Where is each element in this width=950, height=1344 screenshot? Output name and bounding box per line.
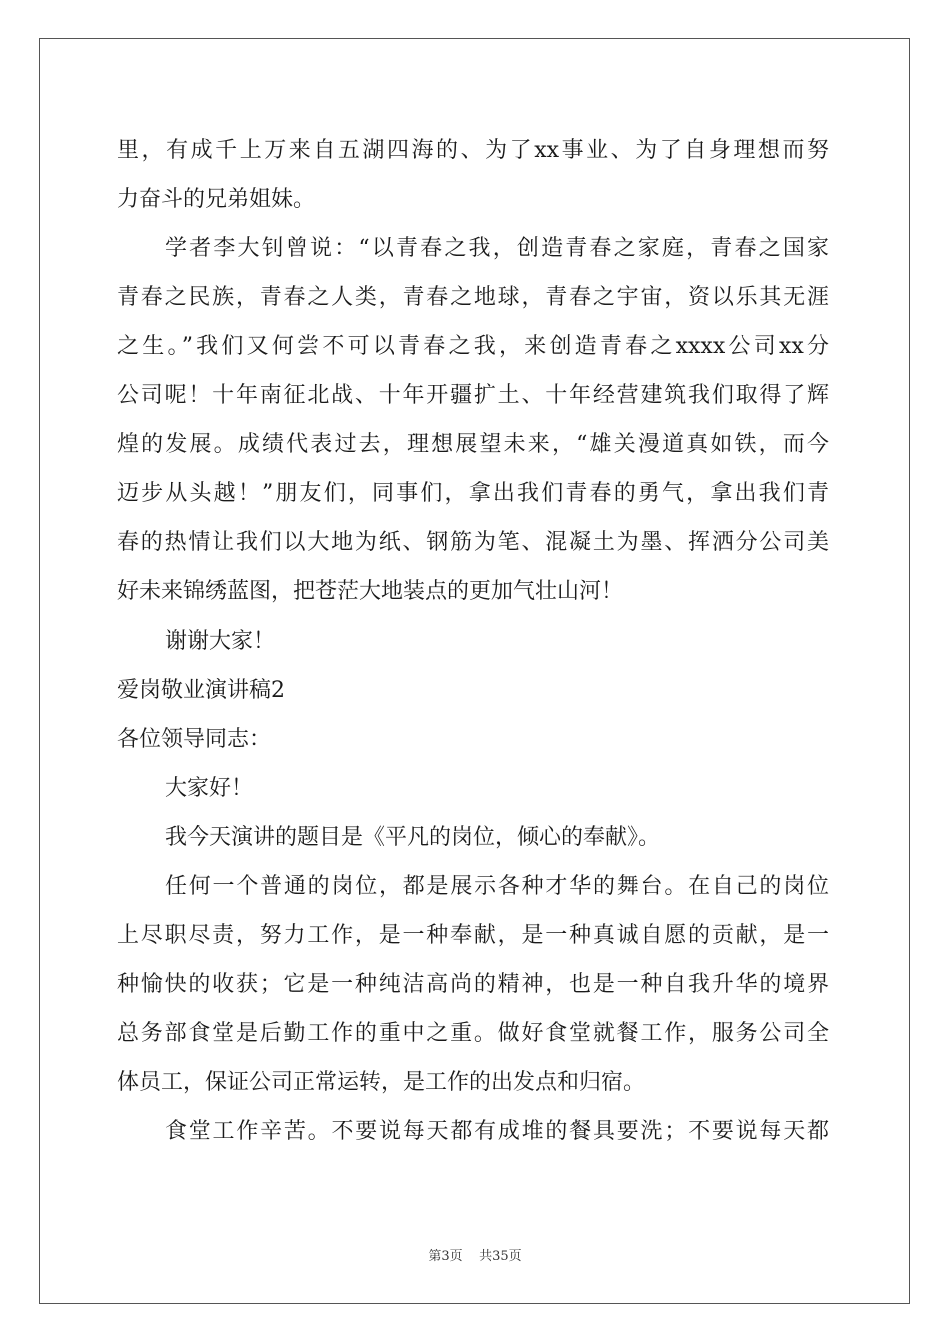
body-line: 种愉快的收获；它是一种纯洁高尚的精神，也是一种自我升华的境界 <box>117 972 829 997</box>
closing-line: 谢谢大家！ <box>165 629 276 654</box>
body-line: 上尽职尽责，努力工作，是一种奉献，是一种真诚自愿的贡献，是一 <box>117 923 829 948</box>
body-line: 之生。”我们又何尝不可以青春之我，来创造青春之xxxx公司xx分 <box>117 334 829 359</box>
body-line: 公司呢！十年南征北战、十年开疆扩土、十年经营建筑我们取得了辉 <box>117 383 829 408</box>
body-line: 迈步从头越！”朋友们，同事们，拿出我们青春的勇气，拿出我们青 <box>117 481 829 506</box>
page-border <box>39 38 910 1304</box>
page-footer <box>0 1248 950 1266</box>
section-title: 爱岗敬业演讲稿2 <box>117 678 285 703</box>
body-line: 力奋斗的兄弟姐妹。 <box>117 187 316 212</box>
body-line: 好未来锦绣蓝图，把苍茫大地装点的更加气壮山河！ <box>117 579 624 604</box>
body-line: 体员工，保证公司正常运转，是工作的出发点和归宿。 <box>117 1070 646 1095</box>
body-line: 里，有成千上万来自五湖四海的、为了xx事业、为了自身理想而努 <box>117 138 829 163</box>
page-number: 第3页 <box>428 1249 463 1264</box>
body-line: 我今天演讲的题目是《平凡的岗位，倾心的奉献》。 <box>165 825 661 850</box>
body-line: 春的热情让我们以大地为纸、钢筋为笔、混凝土为墨、挥洒分公司美 <box>117 530 829 555</box>
body-line: 煌的发展。成绩代表过去，理想展望未来，“雄关漫道真如铁，而今 <box>117 432 829 457</box>
body-line: 总务部食堂是后勤工作的重中之重。做好食堂就餐工作，服务公司全 <box>117 1021 829 1046</box>
salutation: 各位领导同志： <box>117 727 272 752</box>
body-line: 学者李大钊曾说：“以青春之我，创造青春之家庭，青春之国家 <box>165 236 829 261</box>
body-line: 食堂工作辛苦。不要说每天都有成堆的餐具要洗；不要说每天都 <box>165 1119 829 1144</box>
page-total: 共35页 <box>479 1249 522 1264</box>
body-line: 任何一个普通的岗位，都是展示各种才华的舞台。在自己的岗位 <box>165 874 829 899</box>
greeting: 大家好！ <box>165 776 254 801</box>
body-line: 青春之民族，青春之人类，青春之地球，青春之宇宙，资以乐其无涯 <box>117 285 829 310</box>
